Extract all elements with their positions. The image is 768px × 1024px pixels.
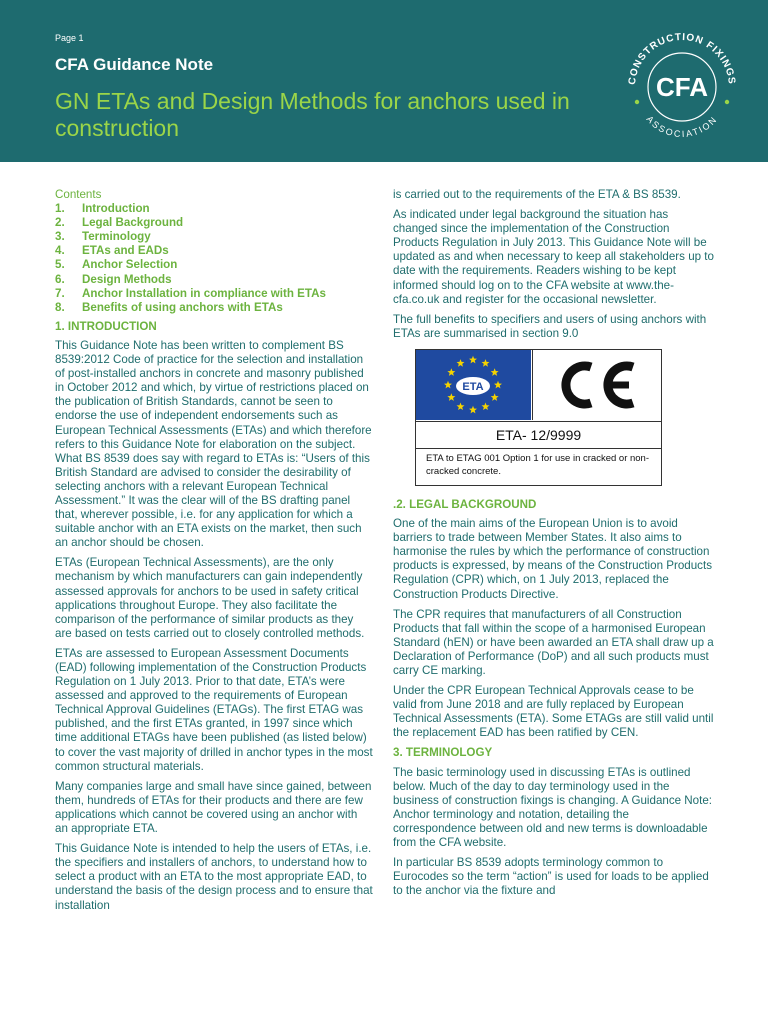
toc-number: 1. <box>55 202 65 216</box>
paragraph: is carried out to the requirements of the ETA & BS 8539. <box>393 188 681 201</box>
section-heading-introduction: 1. INTRODUCTION <box>55 319 157 333</box>
toc-item[interactable] <box>55 301 373 315</box>
logo-ring-top: CONSTRUCTION FIXINGS <box>626 31 738 86</box>
paragraph: ETAs are assessed to European Assessment Documents (EAD) following implementation of the Construction Products Regulation on 1 July 2013. Prior to that date, ETA’s were assessed and approved to the requirements of European Technical Approval Guidelines (ETAGs). The first ETAG was published, and the first ETAs granted, in 1997 since which time additional ETAGs have been published (as listed below) to cover the vast majority of drilled in anchor types in the most common structural materials. <box>55 646 373 773</box>
toc-label: Introduction <box>82 202 150 216</box>
paragraph: Under the CPR European Technical Approvals cease to be valid from June 2018 and are fully replaced by European Technical Assessments (ETA). Some ETAGs are still valid until the replacement EAD has been ratified by CEN. <box>393 684 714 740</box>
eta-flag-text: ETA <box>462 380 484 393</box>
toc-item[interactable] <box>55 216 373 230</box>
paragraph: In particular BS 8539 adopts terminology common to Eurocodes so the term “action” is used for loads to be applied to the anchor via the fixture and <box>393 856 709 898</box>
svg-text:ASSOCIATION <box>644 114 719 139</box>
section-heading-legal: .2. LEGAL BACKGROUND <box>393 497 537 511</box>
toc-item[interactable] <box>55 287 373 301</box>
toc-label: Anchor Installation in compliance with ETAs <box>82 286 326 300</box>
toc-item[interactable] <box>55 258 373 272</box>
eta-description: ETA to ETAG 001 Option 1 for use in cracked or non-cracked concrete. <box>426 452 650 477</box>
ce-mark-icon <box>532 350 662 420</box>
toc-item[interactable] <box>55 244 373 258</box>
paragraph: This Guidance Note has been written to complement BS 8539:2012 Code of practice for the selection and installation of post-installed anchors in concrete and masonry published in October 2012 and which, by virtue of restrictions placed on the publication of British Standards, cannot be seen to endorse the use of independent endorsements such as European Technical Assessments (ETAs) and which therefore refers to this Guidance Note for elaboration on the subject. What BS 8539 does say with regard to ETAs is: “Users of this British Standard are advised to consider the desirability of selecting anchors with a relevant European Technical Assessment.” It was the clear will of the BS drafting panel that, wherever possible, i.e. for any application for which a suitable anchor with an ETA exists on the market, then such an anchor should be chosen. <box>55 338 372 550</box>
toc-number: 2. <box>55 216 65 230</box>
logo-center-text: CFA <box>656 72 708 102</box>
toc-number: 6. <box>55 272 65 286</box>
eta-flag-icon <box>416 350 531 420</box>
toc-number: 4. <box>55 244 65 258</box>
toc-label: Legal Background <box>82 216 184 230</box>
left-column <box>55 188 373 919</box>
toc-number: 7. <box>55 286 65 300</box>
logo-ring-bottom: ASSOCIATION <box>644 113 720 140</box>
eta-ce-marking <box>415 349 662 486</box>
cfa-logo <box>615 20 750 155</box>
toc-number: 5. <box>55 258 65 272</box>
document-title: GN ETAs and Design Methods for anchors used in construction <box>55 88 570 141</box>
paragraph: The full benefits to specifiers and users of using anchors with ETAs are summarised in section 9.0 <box>393 312 707 340</box>
toc-label: ETAs and EADs <box>82 244 169 258</box>
paragraph: Many companies large and small have since gained, between them, hundreds of ETAs for their products and there are few applications which cannot be covered using an anchor with an appropriate ETA. <box>55 779 372 836</box>
paragraph: As indicated under legal background the situation has changed since the implementation of the Construction Products Regulation in July 2013. This Guidance Note will be updated as and when necessary to keep all stakeholders up to date with the requirements. Readers wishing to be kept informed should log on to the CFA website at www.the-cfa.co.uk and register for the occasional newsletter. <box>393 208 714 306</box>
right-column <box>393 188 715 904</box>
paragraph: The CPR requires that manufacturers of all Construction Products that fall within the scope of a harmonised European Standard (hEN) or have been awarded an ETA shall draw up a Declaration of Performance (DoP) and all such products must carry CE marking. <box>393 607 714 677</box>
toc-label: Design Methods <box>82 272 172 286</box>
toc-item[interactable] <box>55 202 373 216</box>
toc-label: Anchor Selection <box>82 258 178 272</box>
paragraph: ETAs (European Technical Assessments), are the only mechanism by which manufacturers can gain independently assessed approvals for anchors to be used in safety critical applications throughout Europe. They also facilitate the comparison of the performance of similar products as they are based on tests carried out to closely controlled methods. <box>55 556 365 640</box>
page-header <box>0 0 768 162</box>
toc-label: Terminology <box>82 230 151 244</box>
paragraph: The basic terminology used in discussing ETAs is outlined below. Much of the day to day terminology used in the business of construction fixings is changing. A Guidance Note: Anchor terminology and notation, detailing the correspondence between old and new terms is downloadable from the CFA website. <box>393 765 713 849</box>
eta-code: ETA- 12/9999 <box>416 421 661 449</box>
contents-heading: Contents <box>55 188 102 201</box>
paragraph: One of the main aims of the European Union is to avoid barriers to trade between Member States. It also aims to harmonise the rules by which the performance of construction products is expressed, by means of the Construction Products Regulation (CPR) which, on 1 July 2013, replaced the Construction Products Directive. <box>393 517 712 601</box>
toc-item[interactable] <box>55 230 373 244</box>
toc-number: 8. <box>55 300 65 314</box>
series-title: CFA Guidance Note <box>55 55 214 74</box>
section-heading-terminology: 3. TERMINOLOGY <box>393 746 493 760</box>
page-number: Page 1 <box>55 33 84 43</box>
contents-list <box>55 202 373 315</box>
toc-number: 3. <box>55 230 65 244</box>
toc-label: Benefits of using anchors with ETAs <box>82 300 283 314</box>
paragraph: This Guidance Note is intended to help the users of ETAs, i.e. the specifiers and installers of anchors, to understand how to select a product with an ETA to the most appropriate EAD, to understand the basis of the design process and to ensure that installation <box>55 842 373 912</box>
toc-item[interactable] <box>55 273 373 287</box>
